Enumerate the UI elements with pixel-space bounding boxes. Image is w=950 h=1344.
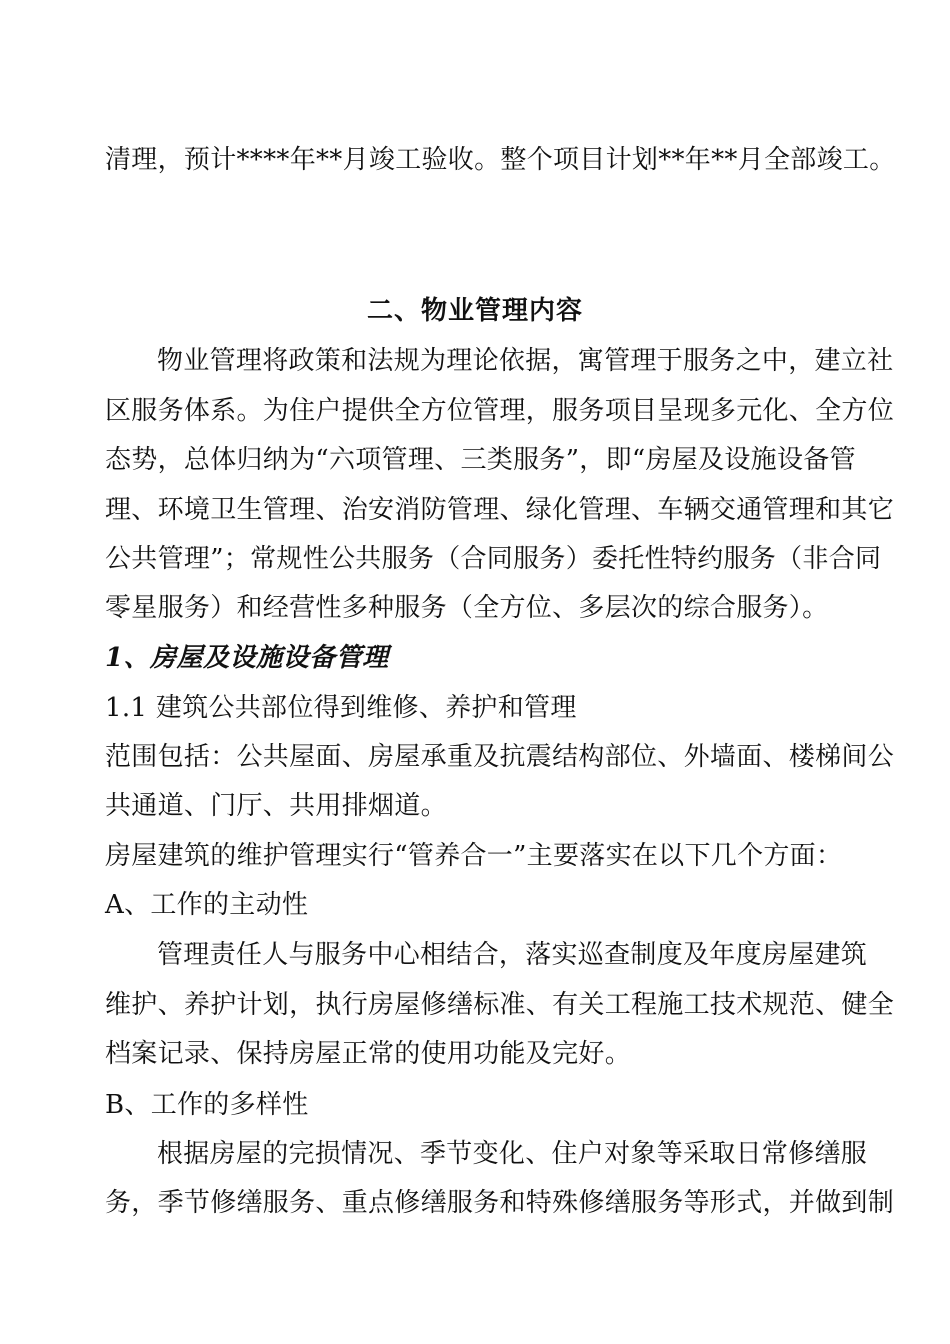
intro-line: 态势，总体归纳为“六项管理、三类服务”，即“房屋及设施设备管 xyxy=(105,445,856,475)
intro-line: 公共管理”；常规性公共服务（合同服务）委托性特约服务（非合同 xyxy=(105,544,882,574)
section-heading: 二、物业管理内容 xyxy=(366,296,583,326)
continuation-line: 清理，预计****年**月竣工验收。整个项目计划**年**月全部竣工。 xyxy=(105,145,896,175)
subsection-title: 1.1 建筑公共部位得到维修、养护和管理 xyxy=(105,693,577,723)
intro-line: 理、环境卫生管理、治安消防管理、绿化管理、车辆交通管理和其它 xyxy=(105,495,895,525)
scope-line: 共通道、门厅、共用排烟道。 xyxy=(105,791,447,821)
item-a-title: A、工作的主动性 xyxy=(105,890,309,920)
item-b-title: B、工作的多样性 xyxy=(105,1090,309,1120)
intro-line: 物业管理将政策和法规为理论依据，寓管理于服务之中，建立社 xyxy=(157,346,894,376)
practice-intro: 房屋建筑的维护管理实行“管养合一”主要落实在以下几个方面： xyxy=(105,841,843,871)
item-b-line: 务，季节修缮服务、重点修缮服务和特殊修缮服务等形式，并做到制 xyxy=(105,1188,895,1218)
intro-line: 零星服务）和经营性多种服务（全方位、多层次的综合服务）。 xyxy=(105,593,829,623)
section-title: 1、房屋及设施设备管理 xyxy=(105,643,389,673)
item-a-line: 档案记录、保持房屋正常的使用功能及完好。 xyxy=(105,1039,632,1069)
item-b-line: 根据房屋的完损情况、季节变化、住户对象等采取日常修缮服 xyxy=(157,1139,868,1169)
scope-line: 范围包括：公共屋面、房屋承重及抗震结构部位、外墙面、楼梯间公 xyxy=(105,742,895,772)
item-a-line: 维护、养护计划，执行房屋修缮标准、有关工程施工技术规范、健全 xyxy=(105,990,895,1020)
intro-line: 区服务体系。为住户提供全方位管理，服务项目呈现多元化、全方位 xyxy=(105,396,895,426)
item-a-line: 管理责任人与服务中心相结合，落实巡查制度及年度房屋建筑 xyxy=(157,940,868,970)
